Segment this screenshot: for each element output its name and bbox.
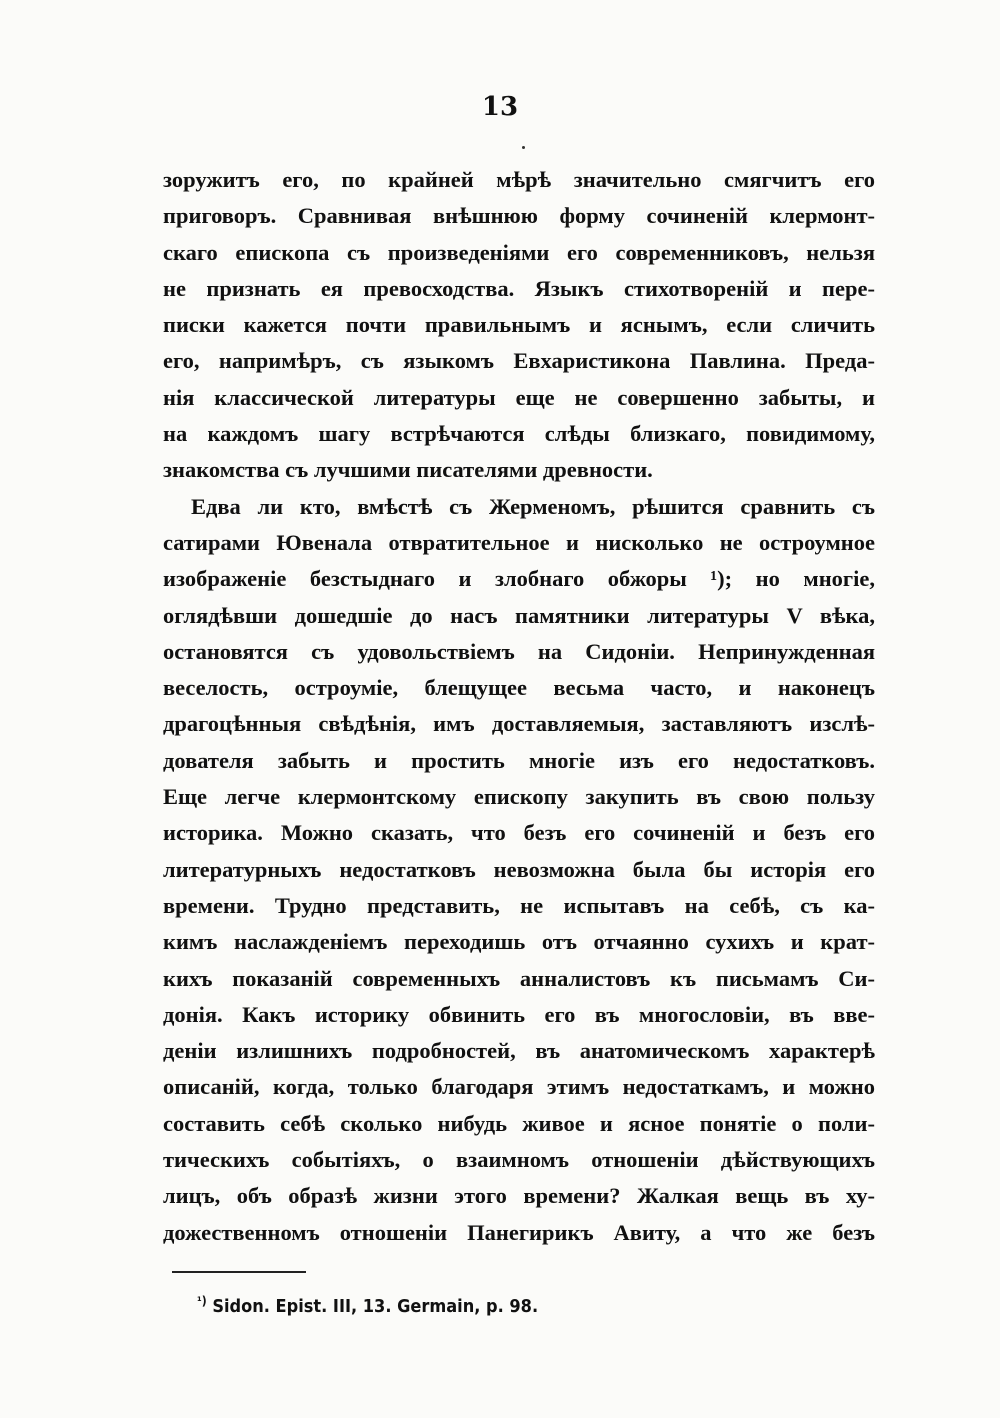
text-line: лицъ, объ образѣ жизни этого времени? Жалкая вещь въ ху- — [163, 1183, 875, 1209]
footnote-text: Sidon. Epist. III, 13. Germain, p. 98. — [212, 1296, 539, 1317]
text-line: Еще легче клермонтскому епископу закупить въ свою пользу — [163, 784, 875, 810]
text-line: драгоцѣнныя свѣдѣнія, имъ доставляемыя, заставляютъ изслѣ- — [163, 711, 875, 737]
text-line: составить себѣ сколько нибудь живое и ясное понятіе о поли- — [163, 1110, 875, 1136]
text-line: дователя забыть и простить многіе изъ его недостатковъ. — [163, 747, 875, 773]
text-line: кихъ показаній современныхъ анналистовъ къ письмамъ Си- — [163, 965, 875, 991]
text-line: изображеніе безстыднаго и злобнаго обжоры ¹); но многіе, — [163, 566, 875, 592]
footnote-marker: ¹) — [197, 1294, 207, 1308]
text-line: оглядѣвши дошедшіе до насъ памятники литературы V вѣка, — [163, 602, 875, 628]
text-line: на каждомъ шагу встрѣчаются слѣды близкаго, повидимому, — [163, 421, 875, 447]
paragraph-1 — [163, 162, 875, 489]
text-line: дожественномъ отношеніи Панегирикъ Авиту, а что же безъ — [163, 1219, 875, 1245]
text-line: не признать ея превосходства. Языкъ стихотвореній и пере- — [163, 275, 875, 301]
text-line: писки кажется почти правильнымъ и яснымъ, если сличить — [163, 312, 875, 338]
text-line: его, напримѣръ, съ языкомъ Евхаристикона Павлина. Преда- — [163, 348, 875, 374]
body-text — [163, 162, 875, 1251]
text-line: сатирами Ювенала отвратительное и нисколько не остроумное — [163, 529, 875, 555]
paragraph-2 — [163, 489, 875, 1251]
text-line: веселость, остроуміе, блещущее весьма часто, и наконецъ — [163, 675, 875, 701]
text-line: тическихъ событіяхъ, о взаимномъ отношеніи дѣйствующихъ — [163, 1147, 875, 1173]
text-line: литературныхъ недостатковъ невозможна была бы исторія его — [163, 856, 875, 882]
footnote — [197, 1296, 538, 1317]
text-line: скаго епископа съ произведеніями его современниковъ, нельзя — [163, 239, 875, 265]
text-line: остановятся съ удовольствіемъ на Сидоніи. Непринужденная — [163, 638, 875, 664]
text-line: описаній, когда, только благодаря этимъ недостаткамъ, и можно — [163, 1074, 875, 1100]
page-number: 13 — [481, 92, 519, 122]
text-line: приговоръ. Сравнивая внѣшнюю форму сочиненій клермонт- — [163, 203, 875, 229]
text-line: нія классической литературы еще не совершенно забыты, и — [163, 384, 875, 410]
text-line: историка. Можно сказать, что безъ его сочиненій и безъ его — [163, 820, 875, 846]
text-line: Едва ли кто, вмѣстѣ съ Жерменомъ, рѣшится сравнить съ — [191, 493, 875, 519]
text-line: зоружитъ его, по крайней мѣрѣ значительно смягчитъ его — [163, 167, 875, 192]
text-line: кимъ наслажденіемъ переходишь отъ отчаянно сухихъ и крат- — [163, 929, 875, 955]
footnote-divider — [172, 1271, 306, 1273]
text-line: деніи излишнихъ подробностей, въ анатомическомъ характерѣ — [163, 1038, 875, 1064]
text-line: знакомства съ лучшими писателями древности. — [163, 457, 653, 483]
text-line: донія. Какъ историку обвинить его въ многословіи, въ вве- — [163, 1001, 875, 1027]
print-speck — [522, 146, 525, 149]
text-line: времени. Трудно представить, не испытавъ на себѣ, съ ка- — [163, 892, 875, 918]
